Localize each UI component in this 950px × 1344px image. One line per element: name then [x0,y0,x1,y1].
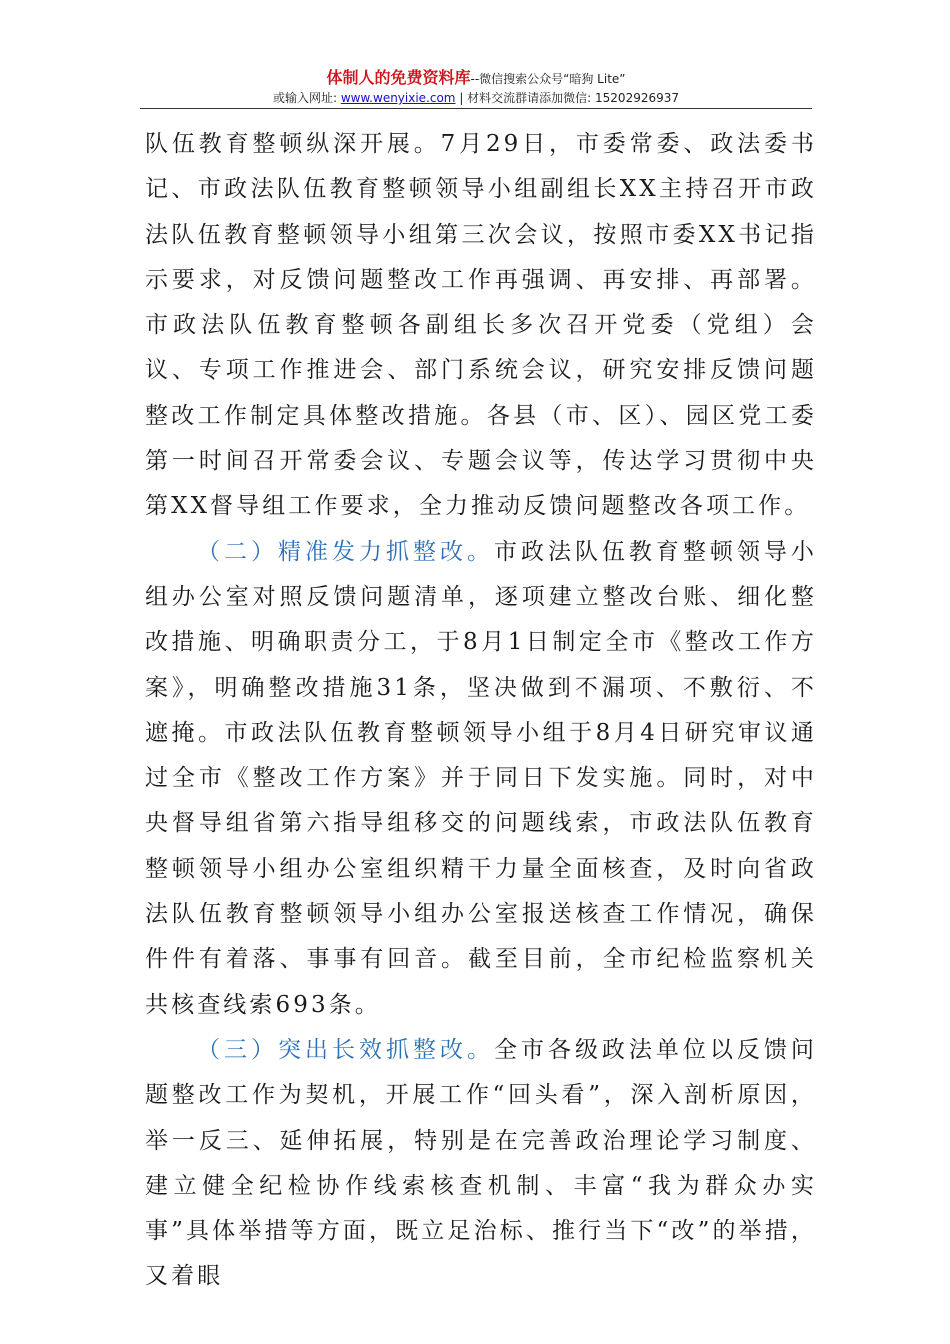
website-link[interactable]: www.wenyixie.com [340,91,456,105]
brand-title: 体制人的免费资料库 [326,68,471,87]
contact-info: | 材料交流群请添加微信: 15202926937 [455,91,680,105]
header-promo-line [140,68,812,89]
page-header [140,68,812,107]
header-url-line [140,89,812,107]
url-prefix: 或输入网址: [272,91,341,105]
wechat-hint: --微信搜索公众号“暗狗 Lite” [470,72,626,86]
paragraph-2 [145,530,817,1028]
paragraph-1 [145,122,817,530]
header-divider [140,108,812,109]
paragraph-1-text: 队伍教育整顿纵深开展。7月29日，市委常委、政法委书记、市政法队伍教育整顿领导小组副组长XX主持召开市政法队伍教育整顿领导小组第三次会议，按照市委XX书记指示要求，对反馈问题整改工作再强调、再安排、再部署。市政法队伍教育整顿各副组长多次召开党委（党组）会议、专项工作推进会、部门系统会议，研究安排反馈问题整改工作制定具体整改措施。各县（市、区）、园区党工委第一时间召开常委会议、专题会议等，传达学习贯彻中央第XX督导组工作要求，全力推动反馈问题整改各项工作。 [145,131,817,520]
paragraph-3-text: 全市各级政法单位以反馈问题整改工作为契机，开展工作“回头看”，深入剖析原因，举一反三、延伸拓展，特别是在完善政治理论学习制度、建立健全纪检协作线索核查机制、丰富“我为群众办实事”具体举措等方面，既立足治标、推行当下“改”的举措，又着眼 [145,1036,817,1290]
document-body [145,122,817,1300]
section-heading-3: （三）突出长效抓整改。 [197,1036,494,1063]
paragraph-2-text: 市政法队伍教育整顿领导小组办公室对照反馈问题清单，逐项建立整改台账、细化整改措施、明确职责分工，于8月1日制定全市《整改工作方案》，明确整改措施31条，坚决做到不漏项、不敷衍、不遮掩。市政法队伍教育整顿领导小组于8月4日研究审议通过全市《整改工作方案》并于同日下发实施。同时，对中央督导组省第六指导组移交的问题线索，市政法队伍教育整顿领导小组办公室组织精干力量全面核查，及时向省政法队伍教育整顿领导小组办公室报送核查工作情况，确保件件有着落、事事有回音。截至目前，全市纪检监察机关共核查线索693条。 [145,538,817,1018]
paragraph-3 [145,1028,817,1300]
section-heading-2: （二）精准发力抓整改。 [197,538,494,565]
